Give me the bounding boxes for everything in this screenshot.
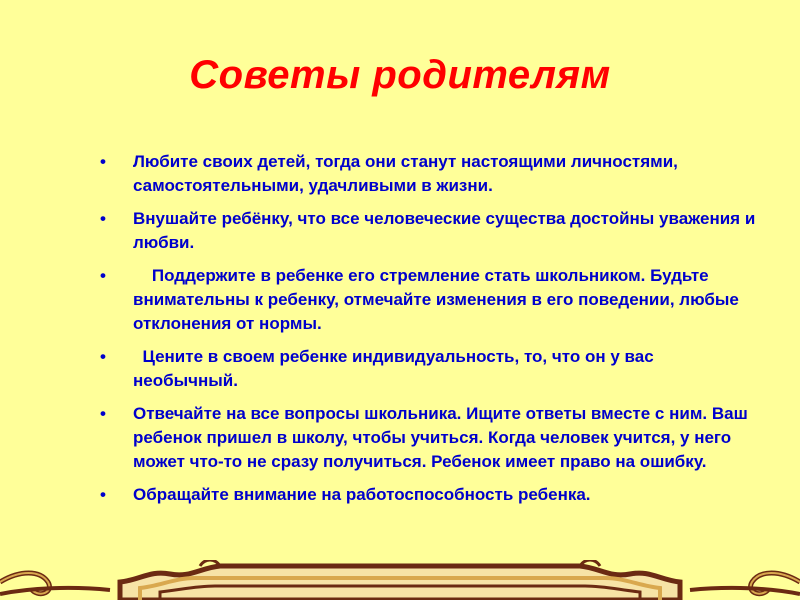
list-item [100,345,760,393]
bullet-icon: • [100,152,106,171]
bullet-icon: • [100,485,106,504]
slide-title: Советы родителям [189,53,611,97]
left-scroll-ornament [0,573,110,594]
bullet-icon: • [100,266,106,285]
tip-text: Отвечайте на все вопросы школьника. Ищите ответы вместе с ним. Ваш ребенок пришел в школу, чтобы учиться. Когда человек учится, у него может что-то не сразу получиться. Ребенок имеет право на ошибку. [133,404,753,471]
list-item [100,483,760,507]
bullet-icon: • [100,209,106,228]
tip-text: Внушайте ребёнку, что все человеческие существа достойны уважения и любви. [133,209,761,252]
tip-text: Цените в своем ребенке индивидуальность, то, что он у вас необычный. [133,347,659,390]
center-frame-ornament [120,560,680,600]
bullet-icon: • [100,404,106,423]
bullet-icon: • [100,347,106,366]
list-item [100,402,760,474]
right-scroll-ornament [690,573,800,594]
tip-text: Поддержите в ребенке его стремление стать школьником. Будьте внимательны к ребенку, отмечайте изменения в его поведении, любые отклонения от нормы. [133,266,744,333]
list-item [100,264,760,336]
tip-text: Обращайте внимание на работоспособность ребенка. [133,485,591,504]
list-item [100,207,760,255]
list-item [100,150,760,198]
tip-text: Любите своих детей, тогда они станут настоящими личностями, самостоятельными, удачливыми в жизни. [133,152,683,195]
ornamental-frame-border [0,560,800,600]
tips-list [100,150,760,516]
